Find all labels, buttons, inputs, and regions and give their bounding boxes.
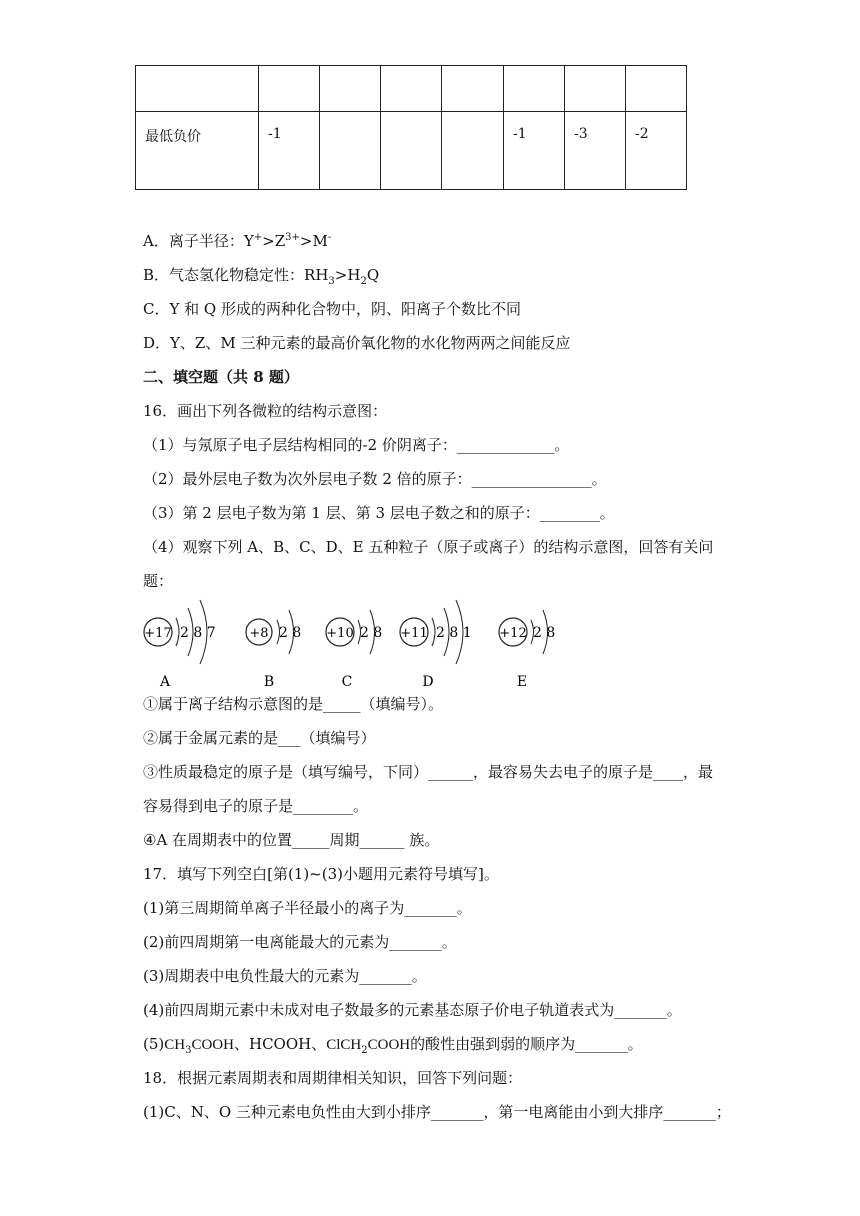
- nucleus-label: +11: [400, 626, 428, 641]
- nucleus-label: +12: [499, 626, 527, 641]
- table-cell: [381, 112, 442, 190]
- table-cell: [442, 66, 504, 112]
- q16-part2: （2）最外层电子数为次外层电子数 2 倍的原子：________________。: [143, 470, 607, 488]
- q16-sub4: ④A 在周期表中的位置_____周期______ 族。: [143, 831, 440, 849]
- q17-part1: (1)第三周期简单离子半径最小的离子为_______。: [143, 899, 472, 917]
- q18-part1: (1)C、N、O 三种元素电负性由大到小排序_______，第一电离能由小到大排序_______；: [143, 1103, 731, 1121]
- table-row-header: 最低负价: [136, 112, 259, 190]
- table-cell: [442, 112, 504, 190]
- table-cell: [320, 112, 381, 190]
- q17-part2: (2)前四周期第一电离能最大的元素为_______。: [143, 933, 457, 951]
- table-cell: [565, 66, 626, 112]
- table-cell: -2: [626, 112, 687, 190]
- diagram-c: [326, 610, 382, 690]
- q16-sub2: ②属于金属元素的是___（填编号）: [143, 729, 376, 747]
- option-c: C．Y 和 Q 形成的两种化合物中，阴、阳离子个数比不同: [143, 300, 521, 318]
- nucleus-label: +8: [249, 626, 269, 641]
- diagram-label: A: [159, 674, 171, 690]
- q17-stem: 17．填写下列空白[第(1)~(3)小题用元素符号填写]。: [143, 865, 499, 883]
- table-cell: [136, 66, 259, 112]
- q16-sub3-cont: 容易得到电子的原子是________。: [143, 797, 369, 815]
- diagram-label: C: [341, 674, 353, 690]
- table-cell: -1: [504, 112, 565, 190]
- nucleus-label: +17: [144, 626, 172, 641]
- table-cell: [320, 66, 381, 112]
- shell-electrons: 2 8: [533, 625, 556, 641]
- q16-stem: 16．画出下列各微粒的结构示意图：: [143, 402, 388, 420]
- q17-part3: (3)周期表中电负性最大的元素为_______。: [143, 967, 427, 985]
- section-heading: 二、填空题（共 8 题）: [143, 368, 299, 386]
- shell-electrons: 2 8: [360, 625, 383, 641]
- diagram-a: [144, 600, 216, 690]
- q16-part4: （4）观察下列 A、B、C、D、E 五种粒子（原子或离子）的结构示意图，回答有关问: [143, 538, 714, 556]
- table-cell: -1: [259, 112, 320, 190]
- table-cell: [504, 66, 565, 112]
- option-a: A．离子半径：$Y^+>Z^{3+}>M^-$: [143, 232, 332, 250]
- option-d: D．Y、Z、M 三种元素的最高价氧化物的水化物两两之间能反应: [143, 334, 571, 352]
- q17-part5: $(5)CH_3COOH$、HCOOH、ClCH$_2$COOH的酸性由强到弱的顺序为_______。: [143, 1035, 643, 1056]
- shell-electrons: 2 8: [279, 625, 302, 641]
- shell-electrons: 2 8 7: [180, 625, 216, 641]
- element-table: [135, 65, 687, 190]
- option-b: B．气态氢化物稳定性：$RH_3>H_2Q$: [143, 266, 380, 287]
- q18-stem: 18．根据元素周期表和周期律相关知识，回答下列问题：: [143, 1069, 523, 1087]
- nucleus-label: +10: [326, 626, 354, 641]
- table-cell: [259, 66, 320, 112]
- q16-part1: （1）与氖原子电子层结构相同的-2 价阴离子：_____________。: [143, 436, 570, 454]
- q16-part4-cont: 题：: [143, 572, 174, 590]
- diagram-d: [400, 600, 472, 690]
- q16-sub1: ①属于离子结构示意图的是_____（填编号）。: [143, 695, 444, 713]
- q16-sub3: ③性质最稳定的原子是（填写编号，下同）______，最容易失去电子的原子是____，最: [143, 763, 714, 781]
- table-cell: -3: [565, 112, 626, 190]
- atom-structure-diagrams: [140, 596, 580, 692]
- diagram-e: [499, 610, 555, 690]
- diagram-label: E: [516, 674, 528, 690]
- table-cell: [381, 66, 442, 112]
- diagram-label: B: [263, 674, 275, 690]
- table-cell: [626, 66, 687, 112]
- q16-part3: （3）第 2 层电子数为第 1 层、第 3 层电子数之和的原子：________。: [143, 504, 615, 522]
- shell-electrons: 2 8 1: [436, 625, 472, 641]
- q17-part4: (4)前四周期元素中未成对电子数最多的元素基态原子价电子轨道表式为_______。: [143, 1001, 682, 1019]
- diagram-label: D: [422, 674, 434, 690]
- diagram-b: [246, 610, 301, 690]
